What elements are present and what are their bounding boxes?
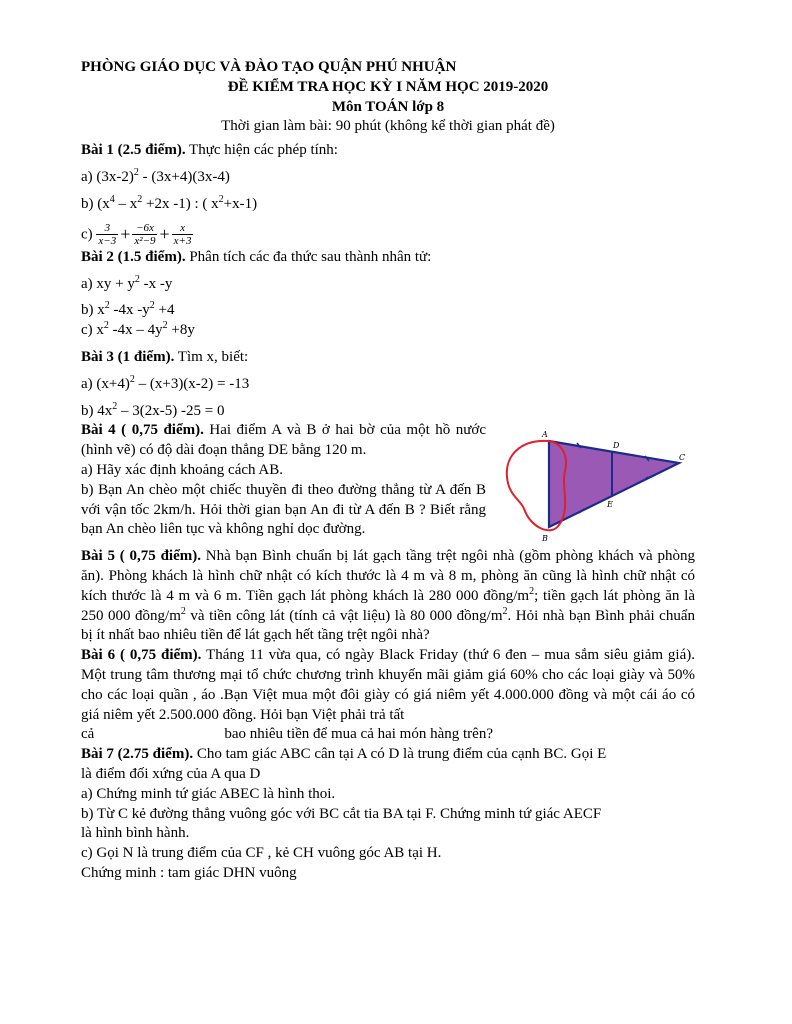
fraction-3-num: x xyxy=(172,222,194,236)
bai2-b xyxy=(81,301,695,321)
bai2-c xyxy=(81,321,695,341)
fraction-1 xyxy=(96,222,118,248)
bai1-a-pre: a) (3x-2) xyxy=(81,168,134,185)
bai3-text: Tìm x, biết: xyxy=(174,349,249,366)
fraction-3 xyxy=(172,222,194,248)
bai4-a: a) Hãy xác định khoảng cách AB. xyxy=(81,462,284,479)
bai5-sup1: 2 xyxy=(529,585,535,597)
bai1-b xyxy=(81,195,695,215)
bai5-sup3: 2 xyxy=(502,605,508,617)
bai5-sup2: 2 xyxy=(180,605,186,617)
bai1-b-sup3: 2 xyxy=(218,193,224,205)
bai1-c-label: c) xyxy=(81,226,93,243)
bai4-title: Bài 4 ( 0,75 điểm). xyxy=(81,422,204,439)
bai7-a: a) Chứng minh tứ giác ABEC là hình thoi. xyxy=(81,785,336,802)
bai6-text: Tháng 11 vừa qua, có ngày Black Friday (thứ 6 đen – mua sắm siêu giảm giá). Một trung tâm thương mại tổ chức chương trình khuyến mãi giảm giá 60% cho các loại giày và 50% cho các loại quần , áo .Bạn Việt mua một đôi giày có giá niêm yết 4.000.000 đồng và một cái áo có giá niêm yết 2.500.000 đồng. Hỏi bạn Việt phải trả tất xyxy=(81,647,695,723)
bai3-a-pre: a) (x+4) xyxy=(81,375,130,392)
bai3-b-pre: b) 4x xyxy=(81,402,113,419)
bai4-b: b) Bạn An chèo một chiếc thuyền đi theo đường thẳng từ A đến B với vận tốc 2km/h. Hỏi thời gian bạn An đi từ A đến B ? Biết rằng bạn An chèo liên tục và không nghỉ dọc đường. xyxy=(81,481,486,538)
bai7-c: c) Gọi N là trung điểm của CF , kẻ CH vuông góc AB tại H. xyxy=(81,845,442,862)
bai2-c-sup1: 2 xyxy=(103,320,109,332)
time-limit: Thời gian làm bài: 90 phút (không kể thời gian phát đề) xyxy=(221,118,555,135)
bai1-a-post: - (3x+4)(3x-4) xyxy=(138,168,230,185)
bai2-a-post: -x -y xyxy=(139,275,173,292)
bai2-c-pre: c) x xyxy=(81,322,104,339)
bai7-b2: là hình bình hành. xyxy=(81,825,190,842)
label-a: A xyxy=(542,430,548,440)
bai5-text3: và tiền công lát (tính cả vật liệu) là 80 000 đồng/m xyxy=(185,607,503,624)
bai1-b-post: +x-1) xyxy=(223,195,258,212)
label-d: D xyxy=(613,441,620,451)
bai3-heading xyxy=(81,348,695,368)
lake-figure xyxy=(499,427,689,547)
bai2-c-sup2: 2 xyxy=(162,320,168,332)
bai2-a xyxy=(81,275,695,295)
bai7-d: Chứng minh : tam giác DHN vuông xyxy=(81,864,297,881)
bai4-heading xyxy=(81,421,486,461)
bai2-a-sup: 2 xyxy=(134,273,140,285)
bai6-paragraph xyxy=(81,646,695,725)
bai1-b-pre: b) (x xyxy=(81,195,110,212)
bai2-title: Bài 2 (1.5 điểm). xyxy=(81,248,186,265)
bai4-block xyxy=(81,421,695,544)
bai3-title: Bài 3 (1 điểm). xyxy=(81,349,175,366)
plus-sign: + xyxy=(159,223,170,244)
bai1-b-mid2: +2x -1) : ( x xyxy=(142,195,219,212)
bai7-title: Bài 7 (2.75 điểm). xyxy=(81,746,194,763)
bai3-a-sup: 2 xyxy=(129,373,135,385)
bai2-c-post: +8y xyxy=(167,322,195,339)
fraction-1-num: 3 xyxy=(96,222,118,236)
bai7-text2: là điểm đối xứng của A qua D xyxy=(81,765,261,782)
bai2-b-sup1: 2 xyxy=(104,300,110,312)
bai3-b-sup: 2 xyxy=(112,400,118,412)
bai5-title: Bài 5 ( 0,75 điểm). xyxy=(81,548,201,565)
fraction-3-den: x+3 xyxy=(173,235,192,248)
bai1-b-mid: – x xyxy=(114,195,138,212)
bai5-paragraph xyxy=(81,547,695,646)
bai1-text: Thực hiện các phép tính: xyxy=(185,142,338,159)
bai2-text: Phân tích các đa thức sau thành nhân tử: xyxy=(185,248,432,265)
bai5-text1: Nhà bạn Bình chuẩn bị lát gạch tầng trệt ngôi nhà (gồm phòng khách và phòng ăn). Phòng khách là hình chữ nhật có kích thước là 4 m và 8 m, phòng ăn cũng là hình chữ nhật có kích thước là 4 m và 6 m. Tiền gạch lát phòng khách là 280 000 đồng/m xyxy=(81,548,695,604)
fraction-2-num: −6x xyxy=(132,222,157,236)
bai6-title: Bài 6 ( 0,75 điểm). xyxy=(81,647,202,664)
bai3-a-post: – (x+3)(x-2) = -13 xyxy=(134,375,250,392)
bai2-b-post: +4 xyxy=(154,302,175,319)
bai2-heading xyxy=(81,248,695,268)
bai1-a-sup: 2 xyxy=(133,166,139,178)
bai2-b-mid: -4x -y xyxy=(109,302,150,319)
label-e: E xyxy=(607,500,613,510)
bai4-text: Hai điểm A và B ở hai bờ của một hồ nước (hình vẽ) có độ dài đoạn thẳng DE bằng 120 m. xyxy=(81,422,486,459)
bai7-b1: b) Từ C kẻ đường thẳng vuông góc với BC cắt tia BA tại F. Chứng minh tứ giác AECF xyxy=(81,805,602,822)
exam-title: ĐỀ KIỂM TRA HỌC KỲ I NĂM HỌC 2019-2020 xyxy=(227,78,549,95)
bai1-a xyxy=(81,168,695,188)
bai2-a-pre: a) xy + y xyxy=(81,275,135,292)
bai1-b-sup2: 2 xyxy=(137,193,143,205)
bai6-last-line xyxy=(81,725,695,745)
school-header: PHÒNG GIÁO DỤC VÀ ĐÀO TẠO QUẬN PHÚ NHUẬN xyxy=(81,59,457,75)
exam-page xyxy=(81,58,695,884)
fraction-2 xyxy=(132,222,157,248)
label-c: C xyxy=(679,453,686,463)
bai3-b xyxy=(81,402,695,422)
fraction-2-den: x²−9 xyxy=(134,235,156,248)
bai1-c xyxy=(81,222,695,248)
bai6-last-a: cả xyxy=(81,726,95,743)
bai2-b-sup2: 2 xyxy=(149,300,155,312)
bai5-text4: . Hỏi nhà bạn Bình phải chuẩn bị ít nhất bao nhiêu tiền để lát gạch hết tầng trệt ngôi nhà? xyxy=(81,607,695,644)
bai2-c-mid: -4x – 4y xyxy=(108,322,163,339)
fraction-1-den: x−3 xyxy=(98,235,117,248)
bai3-b-post: – 3(2x-5) -25 = 0 xyxy=(117,402,225,419)
bai6-last-b: bao nhiêu tiền để mua cả hai món hàng trên? xyxy=(224,726,493,743)
bai5-text2: ; tiền gạch lát phòng ăn là 250 000 đồng/m xyxy=(81,587,696,624)
bai7-text1: Cho tam giác ABC cân tại A có D là trung điểm của cạnh BC. Gọi E xyxy=(193,746,607,763)
bai1-heading xyxy=(81,141,695,161)
subject-title: Môn TOÁN lớp 8 xyxy=(331,98,445,115)
bai7-heading xyxy=(81,745,695,765)
bai4-text-block xyxy=(81,421,486,540)
bai3-a xyxy=(81,375,695,395)
triangle-abc xyxy=(549,441,679,527)
plus-sign: + xyxy=(120,223,131,244)
label-b: B xyxy=(542,534,548,544)
bai2-b-pre: b) x xyxy=(81,302,105,319)
bai1-title: Bài 1 (2.5 điểm). xyxy=(81,142,186,159)
bai1-b-sup1: 4 xyxy=(109,193,115,205)
